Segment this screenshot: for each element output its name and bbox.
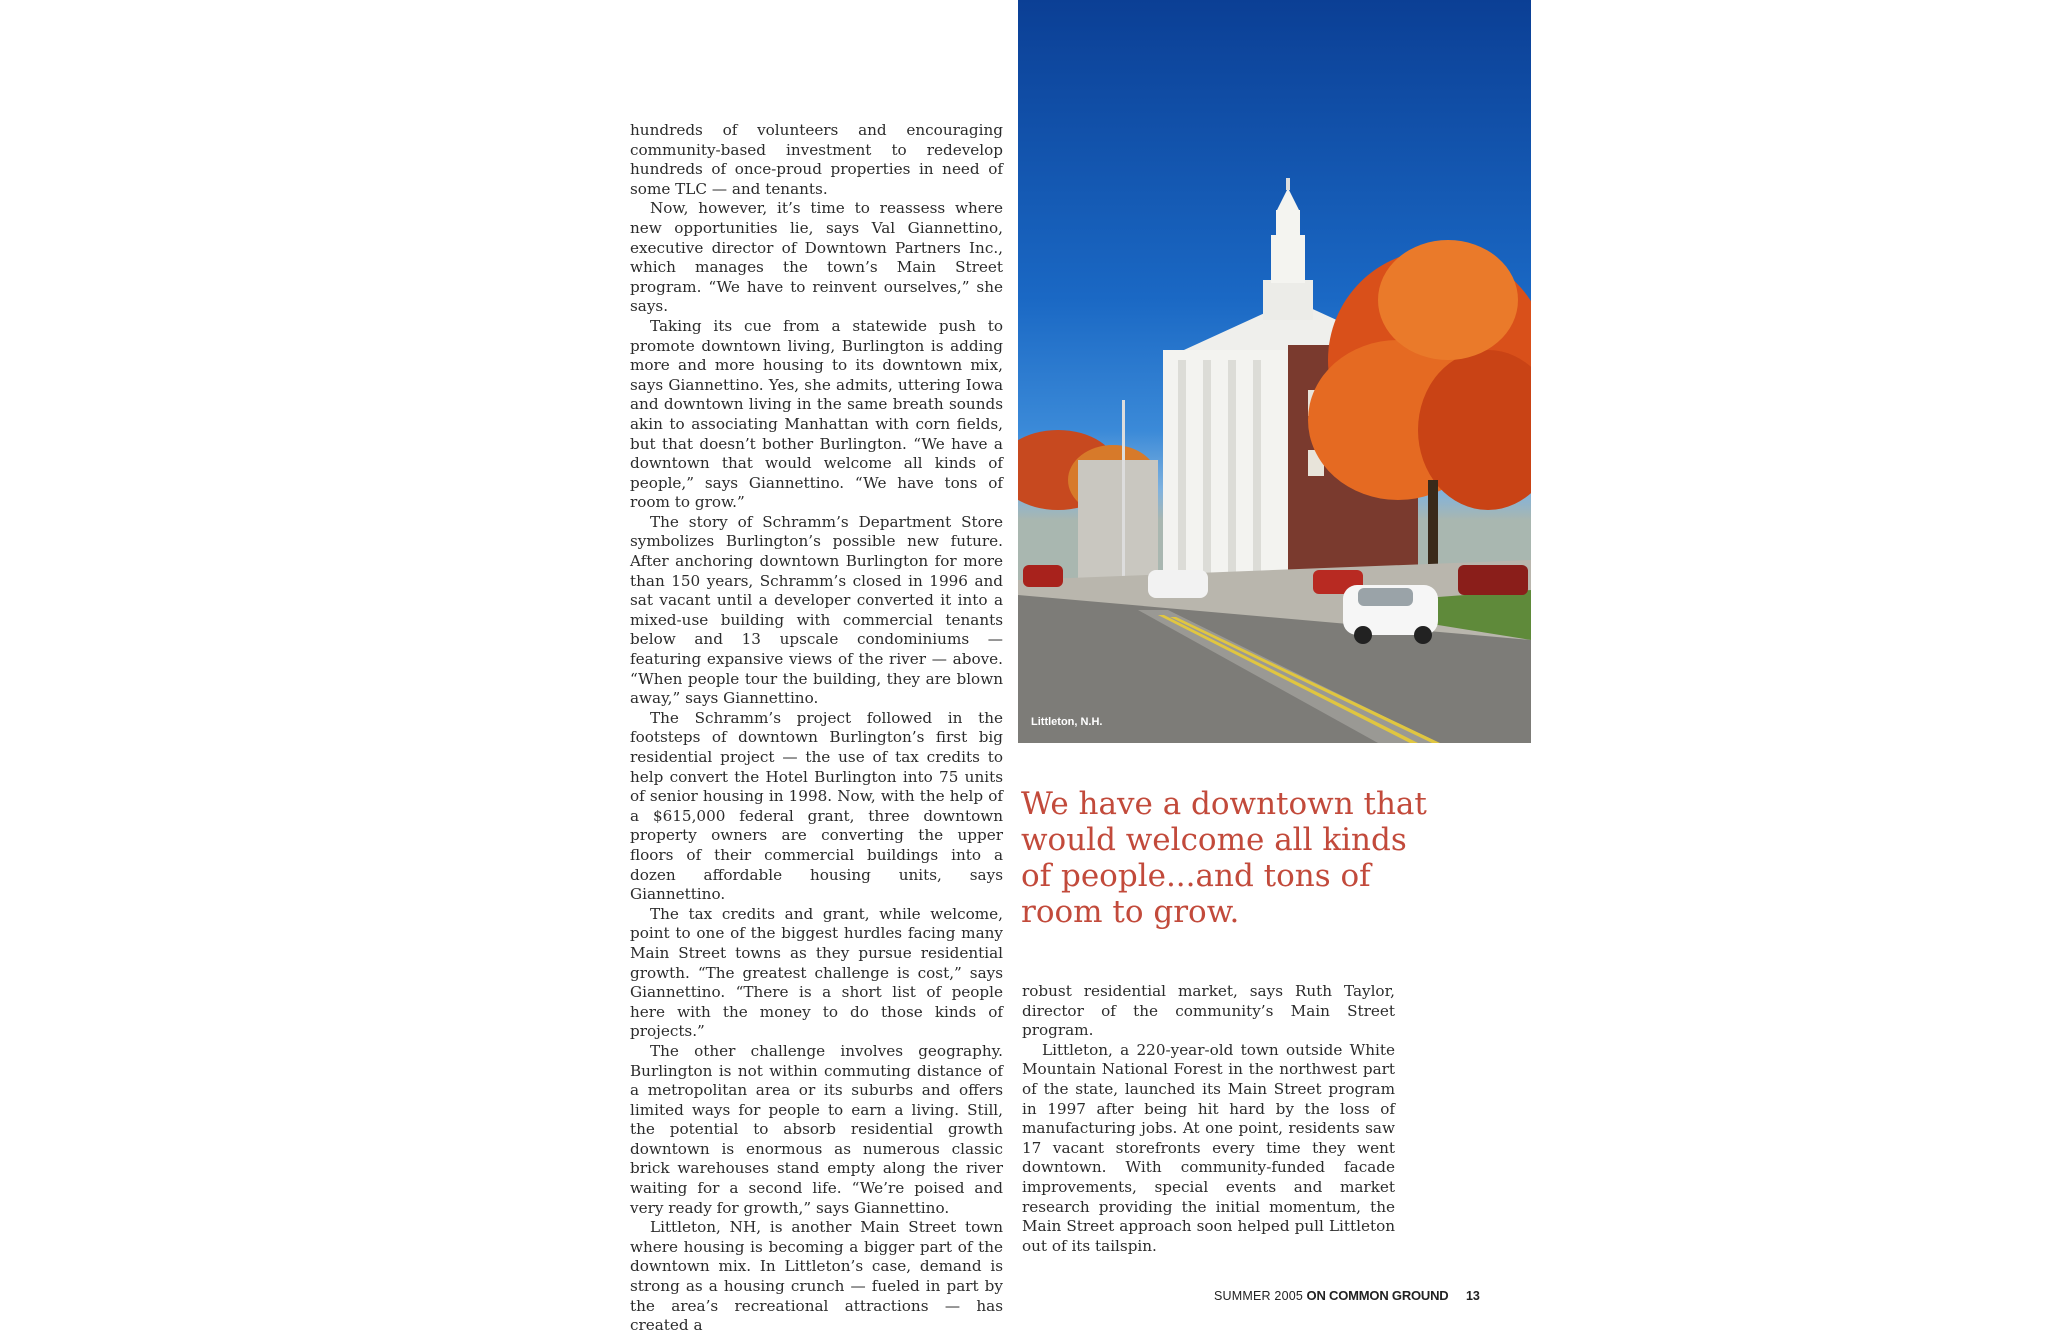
paragraph: The Schramm’s project followed in the footsteps of downtown Burlington’s first big residential project — the use of tax credits to help convert the Hotel Burlington into 75 units of senior housing in 1998. Now, with the help of a $615,000 federal grant, three downtown property owners are converting the upper floors of their commercial buildings into a dozen affordable housing units, says Giannettino. (630, 708, 1003, 904)
article-column-left (630, 121, 1003, 1336)
paragraph: The tax credits and grant, while welcome, point to one of the biggest hurdles facing many Main Street towns as they pursue residential growth. “The greatest challenge is cost,” says Giannettino. “There is a short list of people here with the money to do those kinds of projects.” (630, 904, 1003, 1041)
paragraph: hundreds of volunteers and encouraging community-based investment to redevelop hundreds of once-proud properties in need of some TLC — and tenants. (630, 121, 1003, 198)
paragraph: Littleton, a 220-year-old town outside White Mountain National Forest in the northwest part of the state, launched its Main Street program in 1997 after being hit hard by the loss of manufacturing jobs. At one point, residents saw 17 vacant storefronts every time they went downtown. With community-funded facade improvements, special events and market research providing the initial momentum, the Main Street approach soon helped pull Littleton out of its tailspin. (1022, 1040, 1395, 1255)
page-footer (1214, 1288, 1480, 1303)
paragraph: Taking its cue from a statewide push to promote downtown living, Burlington is adding more and more housing to its downtown mix, says Giannettino. Yes, she admits, uttering Iowa and downtown living in the same breath sounds akin to associating Manhattan with corn fields, but that doesn’t bother Burlington. “We have a downtown that would welcome all kinds of people,” says Giannettino. “We have tons of room to grow.” (630, 316, 1003, 512)
photo-caption: Littleton, N.H. (1031, 716, 1103, 728)
paragraph: Littleton, NH, is another Main Street town where housing is becoming a bigger part of the downtown mix. In Littleton’s case, demand is strong as a housing crunch — fueled in part by the area’s recreational attractions — has created a (630, 1218, 1003, 1335)
town-hall-photo (1018, 0, 1531, 743)
photo-illustration (1018, 0, 1531, 743)
paragraph: The story of Schramm’s Department Store symbolizes Burlington’s possible new future. After anchoring downtown Burlington for more than 150 years, Schramm’s closed in 1996 and sat vacant until a developer converted it into a mixed-use building with commercial tenants below and 13 upscale condominiums — featuring expansive views of the river — above. “When people tour the building, they are blown away,” says Giannettino. (630, 512, 1003, 708)
issue-date: SUMMER 2005 (1214, 1289, 1304, 1303)
paragraph: robust residential market, says Ruth Taylor, director of the community’s Main Street program. (1022, 982, 1395, 1040)
article-column-right (1022, 982, 1395, 1256)
page-number: 13 (1465, 1289, 1480, 1303)
paragraph: The other challenge involves geography. Burlington is not within commuting distance of a metropolitan area or its suburbs and offers limited ways for people to earn a living. Still, the potential to absorb residential growth downtown is enormous as numerous classic brick warehouses stand empty along the river waiting for a second life. “We’re poised and very ready for growth,” says Giannettino. (630, 1041, 1003, 1217)
magazine-title: ON COMMON GROUND (1306, 1288, 1449, 1303)
paragraph: Now, however, it’s time to reassess where new opportunities lie, says Val Giannettino, executive director of Downtown Partners Inc., which manages the town’s Main Street program. “We have to reinvent ourselves,” she says. (630, 199, 1003, 316)
pull-quote: We have a downtown that would welcome all kinds of people...and tons of room to grow. (1021, 786, 1427, 930)
